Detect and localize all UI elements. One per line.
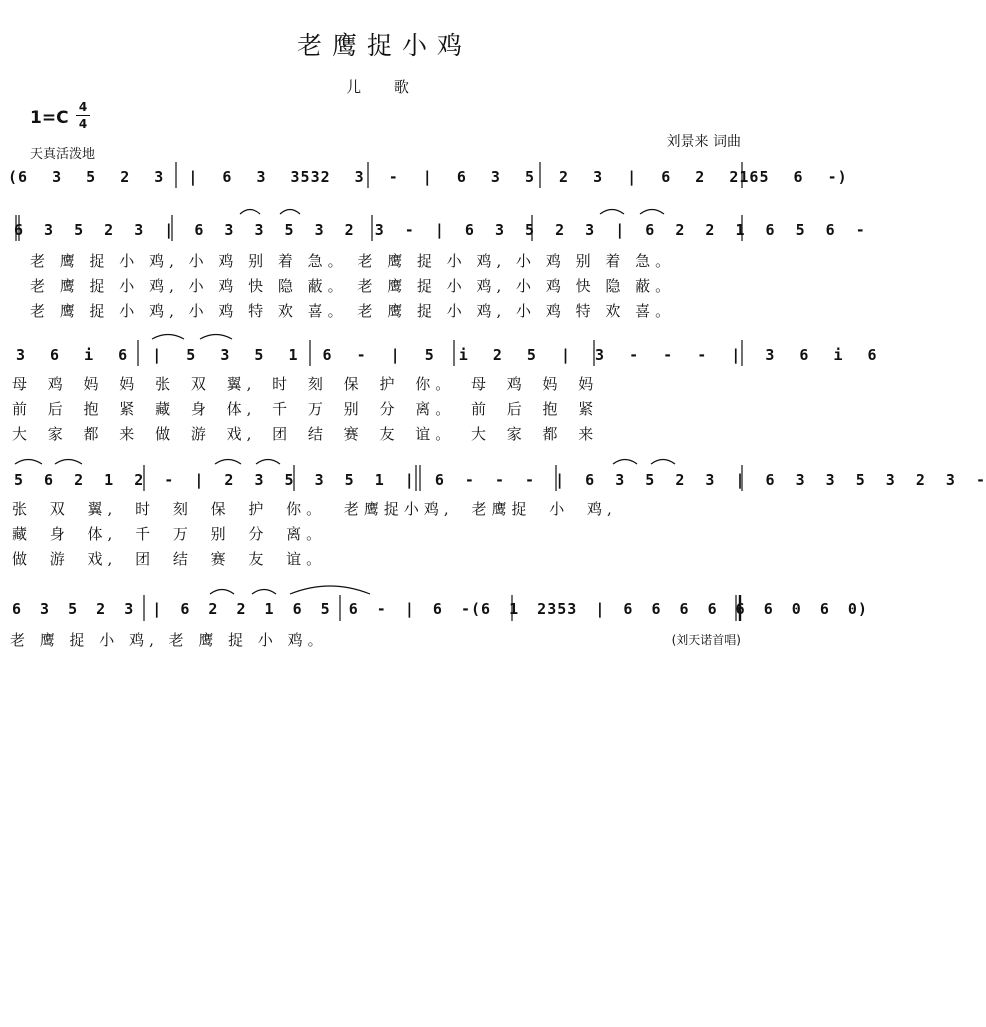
tie-arc: [55, 460, 82, 465]
score-line-4-lyric-3: 做 游 戏, 团 结 赛 友 谊。: [12, 550, 327, 568]
tie-arc: [290, 586, 370, 594]
composer-credit: 刘景来 词曲: [666, 134, 741, 150]
tie-arc: [600, 210, 624, 215]
score-line-3-lyric-1: 母 鸡 妈 妈 张 双 翼, 时 刻 保 护 你。 母 鸡 妈 妈: [12, 375, 599, 393]
score-line-2-lyric-3: 老 鹰 捉 小 鸡, 小 鸡 特 欢 喜。 老 鹰 捉 小 鸡, 小 鸡 特 欢 喜。: [30, 302, 676, 320]
score-line-1-notes: (6 3 5 2 3 | 6 3 3532 3 - | 6 3 5 2 3 | 6 2 2165 6 -): [8, 168, 848, 186]
tie-arc: [210, 590, 234, 595]
score-line-4-lyric-1: 张 双 翼, 时 刻 保 护 你。 老鹰捉小鸡, 老鹰捉 小 鸡,: [12, 500, 617, 518]
tie-arc: [640, 210, 664, 215]
tempo-marking: 天真活泼地: [30, 147, 96, 162]
score-line-3-notes: 3 6 i 6 | 5 3 5 1 6 - | 5 i 2 5 | 3 - - - | 3 6 i 6: [16, 346, 878, 364]
tie-arc: [200, 335, 232, 340]
tie-arc: [651, 460, 675, 465]
score-line-5-notes: 6 3 5 2 3 | 6 2 2 1 6 5 6 - | 6 -(6 1 2353 | 6 6 6 6 6 6 0 6 0): [12, 600, 868, 618]
score-line-4-notes: 5 6 2 1 2 - | 2 3 5 3 5 1 | 6 - - - | 6 3 5 2 3 | 6 3 3 5 3 2 3 -: [14, 471, 986, 489]
tie-arc: [613, 460, 637, 465]
song-title: 老鹰捉小鸡: [296, 31, 472, 60]
barlines: [16, 162, 742, 621]
score-line-2-lyric-1: 老 鹰 捉 小 鸡, 小 鸡 别 着 急。 老 鹰 捉 小 鸡, 小 鸡 别 着 急。: [30, 252, 676, 270]
tie-arc: [152, 335, 184, 340]
time-signature-bottom: 4: [78, 117, 88, 131]
tie-arc: [256, 460, 280, 465]
score-line-5-lyric-1: 老 鹰 捉 小 鸡, 老 鹰 捉 小 鸡。: [10, 631, 328, 649]
score-line-3-lyric-2: 前 后 抱 紧 藏 身 体, 千 万 别 分 离。 前 后 抱 紧: [12, 400, 599, 418]
tie-arc: [240, 210, 260, 215]
score-line-4-lyric-2: 藏 身 体, 千 万 别 分 离。: [12, 525, 327, 543]
tie-arc: [280, 210, 300, 215]
singer-credit: (刘天诺首唱): [671, 633, 741, 647]
score-line-2-lyric-2: 老 鹰 捉 小 鸡, 小 鸡 快 隐 蔽。 老 鹰 捉 小 鸡, 小 鸡 快 隐 蔽。: [30, 277, 676, 295]
time-signature-top: 4: [78, 100, 88, 114]
key-signature: 1=C: [30, 108, 69, 128]
tie-arc: [215, 460, 241, 465]
tie-arc: [252, 590, 276, 595]
score-line-3-lyric-3: 大 家 都 来 做 游 戏, 团 结 赛 友 谊。 大 家 都 来: [12, 425, 599, 443]
song-subtitle: 儿 歌: [346, 78, 423, 96]
tie-arc: [15, 460, 42, 465]
score-line-2-notes: 6 3 5 2 3 | 6 3 3 5 3 2 3 - | 6 3 5 2 3 | 6 2 2 1 6 5 6 -: [14, 221, 866, 239]
